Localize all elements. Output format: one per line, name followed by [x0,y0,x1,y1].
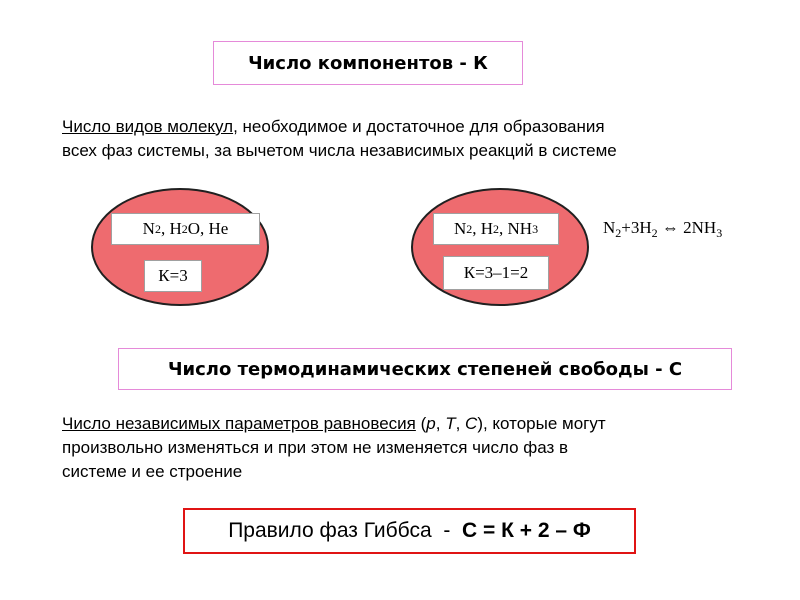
components-term: Число видов молекул [62,117,234,136]
example1-species: N 2 , H 2 O, He [111,213,260,245]
components-definition [62,115,742,163]
components-def-line1: , необходимое и достаточное для образования [233,117,605,136]
example1-k-value: К=3 [144,260,202,292]
example2-species: N 2 , H 2 , NH 3 [433,213,559,245]
freedom-term: Число независимых параметров равновесия [62,414,416,433]
freedom-definition: Число независимых параметров равновесия (p, T, C), которые могут произвольно изменяться и при этом не изменяется число фаз в системе и ее строение [62,414,606,481]
components-def-line2: всех фаз системы, за вычетом числа независимых реакций в системе [62,141,617,160]
gibbs-phase-rule [183,508,636,554]
components-title: Число компонентов - К [213,41,523,85]
gibbs-label: Правило фаз Гиббса - [228,519,462,542]
freedom-def-line3: системе и ее строение [62,462,243,481]
freedom-def-line2: произвольно изменяться и при этом не изменяется число фаз в [62,438,569,457]
example2-k-value: К=3–1=2 [443,256,549,290]
freedom-title: Число термодинамических степеней свободы - С [118,348,732,390]
ammonia-reaction: $N_2+3H_2$ ⇔ $2NH_3$ [603,218,723,240]
gibbs-formula: С = К + 2 – Ф [461,519,591,542]
